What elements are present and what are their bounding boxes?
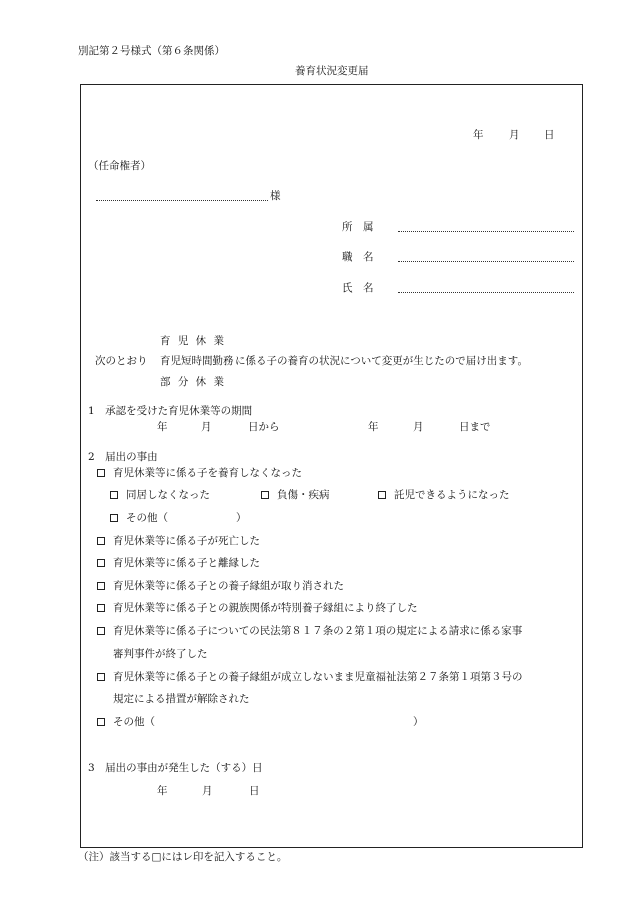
section1-month-to: 月 [413, 421, 424, 433]
statement-option-partial-leave: 部 分 休 業 [160, 376, 227, 388]
checkbox-sub-other[interactable] [110, 514, 118, 522]
reason-label: 負傷・疾病 [277, 489, 330, 501]
section1-day-from: 日から [248, 421, 280, 433]
date-year: 年 [473, 129, 484, 141]
position-field[interactable] [398, 261, 574, 262]
section1-month-from: 月 [201, 421, 212, 433]
form-reference: 別記第２号様式（第６条関係） [78, 45, 225, 57]
section1-heading: 1 承認を受けた育児休業等の期間 [88, 405, 253, 417]
checkbox-sub-cohabit[interactable] [110, 491, 118, 499]
reason-died[interactable] [97, 536, 260, 547]
reason-label: 育児休業等に係る子と離縁した [113, 557, 260, 569]
checkbox-special-adoption[interactable] [97, 604, 105, 612]
section3-month: 月 [202, 785, 213, 797]
checkbox-welfare[interactable] [97, 673, 105, 681]
checkbox-divorce[interactable] [97, 559, 105, 567]
reason-other-close: ） [413, 716, 424, 728]
reason-label: 育児休業等に係る子との養子縁組が取り消された [113, 580, 344, 592]
statement-option-short-hours: 育児短時間勤務 [160, 355, 234, 367]
addressee-field[interactable] [96, 200, 268, 201]
checkbox-sub-daycare[interactable] [378, 491, 386, 499]
checkbox-no-longer-raising[interactable] [97, 469, 105, 477]
affiliation-field[interactable] [398, 231, 574, 232]
reason-other[interactable] [97, 717, 155, 728]
section3-heading: 3 届出の事由が発生した（する）日 [88, 762, 263, 774]
section1-year-from: 年 [157, 421, 168, 433]
reason-sub-cohabit[interactable] [110, 490, 210, 501]
checkbox-adoption-cancel[interactable] [97, 582, 105, 590]
statement-prefix: 次のとおり [95, 355, 148, 367]
name-field[interactable] [398, 292, 574, 293]
statement-option-childcare-leave: 育 児 休 業 [160, 335, 227, 347]
reason-label: 育児休業等に係る子との養子縁組が成立しないまま児童福祉法第２７条第１項第３号の [113, 671, 523, 683]
reason-no-longer-raising[interactable] [97, 468, 302, 479]
statement-suffix: に係る子の養育の状況について変更が生じたので届け出ます。 [235, 355, 528, 367]
reason-label: 同居しなくなった [126, 489, 210, 501]
reason-sub-daycare[interactable] [378, 490, 510, 501]
reason-label: 育児休業等に係る子についての民法第８１７条の２第１項の規定による請求に係る家事 [113, 625, 523, 637]
reason-welfare-cont: 規定による措置が解除された [113, 693, 250, 705]
reason-divorce[interactable] [97, 558, 260, 569]
reason-label: 託児できるようになった [394, 489, 510, 501]
section3-year: 年 [157, 785, 168, 797]
reason-sub-other-close: ） [236, 512, 247, 524]
name-label: 氏 名 [342, 282, 374, 294]
page-title: 養育状況変更届 [295, 65, 369, 77]
addressee-honorific: 様 [270, 190, 281, 202]
section1-year-to: 年 [368, 421, 379, 433]
section1-day-to: 日まで [459, 421, 491, 433]
checkbox-sub-injury[interactable] [261, 491, 269, 499]
reason-label: 育児休業等に係る子が死亡した [113, 535, 260, 547]
reason-adoption-cancel[interactable] [97, 581, 344, 592]
checkbox-died[interactable] [97, 537, 105, 545]
reason-family-court-cont: 審判事件が終了した [113, 648, 208, 660]
reason-family-court[interactable] [97, 626, 522, 637]
section2-heading: 2 届出の事由 [88, 451, 158, 463]
checkbox-other[interactable] [97, 718, 105, 726]
section3-day: 日 [249, 785, 260, 797]
reason-sub-injury[interactable] [261, 490, 330, 501]
checkbox-family-court[interactable] [97, 627, 105, 635]
date-day: 日 [544, 129, 555, 141]
form-frame [80, 84, 583, 848]
reason-label: 育児休業等に係る子との親族関係が特別養子縁組により終了した [113, 602, 418, 614]
reason-label: 育児休業等に係る子を養育しなくなった [113, 467, 302, 479]
reason-sub-other[interactable] [110, 513, 168, 524]
reason-label: その他（ [126, 512, 168, 524]
position-label: 職 名 [342, 251, 374, 263]
footnote: （注）該当する□にはレ印を記入すること。 [78, 851, 288, 863]
reason-welfare[interactable] [97, 672, 523, 683]
affiliation-label: 所 属 [342, 221, 374, 233]
reason-label: その他（ [113, 716, 155, 728]
date-month: 月 [509, 129, 520, 141]
addressee-label: （任命権者） [88, 160, 151, 172]
reason-special-adoption[interactable] [97, 603, 418, 614]
